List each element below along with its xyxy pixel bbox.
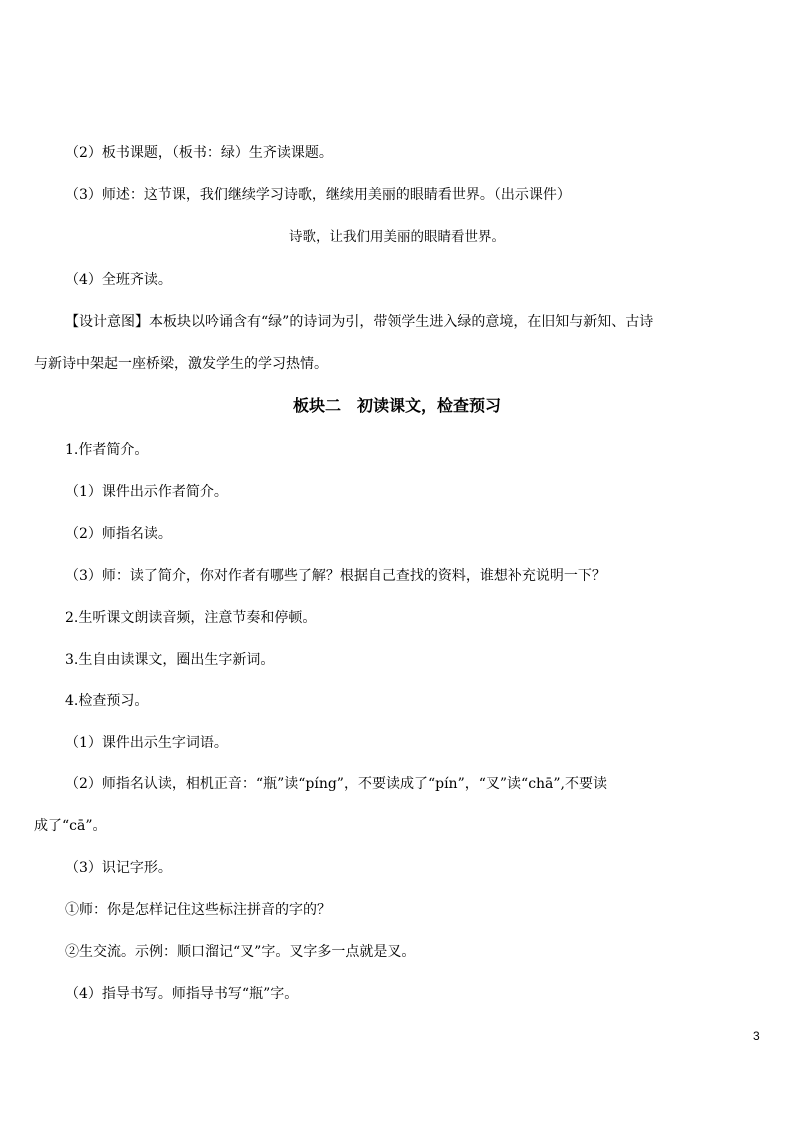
text-line: （1）课件出示作者简介。 — [65, 484, 228, 500]
text-line: （1）课件出示生字词语。 — [65, 735, 228, 751]
page-number: 3 — [753, 1029, 760, 1043]
text-line: （4）全班齐读。 — [65, 272, 172, 288]
text-line: ②生交流。示例：顺口溜记“叉”字。叉字多一点就是叉。 — [65, 944, 416, 960]
text-line: （2）板书课题，（板书：绿）生齐读课题。 — [65, 145, 333, 161]
text-line: 3.生自由读课文，圈出生字新词。 — [65, 652, 275, 668]
text-line: 2.生听课文朗读音频，注意节奏和停顿。 — [65, 610, 317, 626]
text-line: 4.检查预习。 — [65, 693, 149, 709]
design-intent-line: 与新诗中架起一座桥梁，激发学生的学习热情。 — [34, 356, 328, 372]
text-line: （3）识记字形。 — [65, 860, 172, 876]
text-line: （4）指导书写。师指导书写“瓶”字。 — [65, 986, 299, 1002]
centered-quote: 诗歌，让我们用美丽的眼睛看世界。 — [289, 229, 505, 245]
text-line: 成了“cā”。 — [34, 818, 107, 834]
section-heading: 板块二 初读课文，检查预习 — [292, 396, 501, 415]
text-line: （2）师指名认读，相机正音：“瓶”读“píng”，不要读成了“pín”，“叉”读“chā”,不要读 — [65, 776, 608, 792]
text-line: 1.作者简介。 — [65, 442, 149, 458]
text-line: （3）师述：这节课，我们继续学习诗歌，继续用美丽的眼睛看世界。（出示课件） — [65, 187, 571, 203]
text-line: ①师：你是怎样记住这些标注拼音的字的？ — [65, 902, 331, 918]
text-line: （3）师：读了简介，你对作者有哪些了解？根据自己查找的资料，谁想补充说明一下？ — [65, 568, 606, 584]
text-line: （2）师指名读。 — [65, 526, 172, 542]
design-intent-line: 【设计意图】本板块以吟诵含有“绿”的诗词为引，带领学生进入绿的意境，在旧知与新知、古诗 — [65, 314, 654, 330]
